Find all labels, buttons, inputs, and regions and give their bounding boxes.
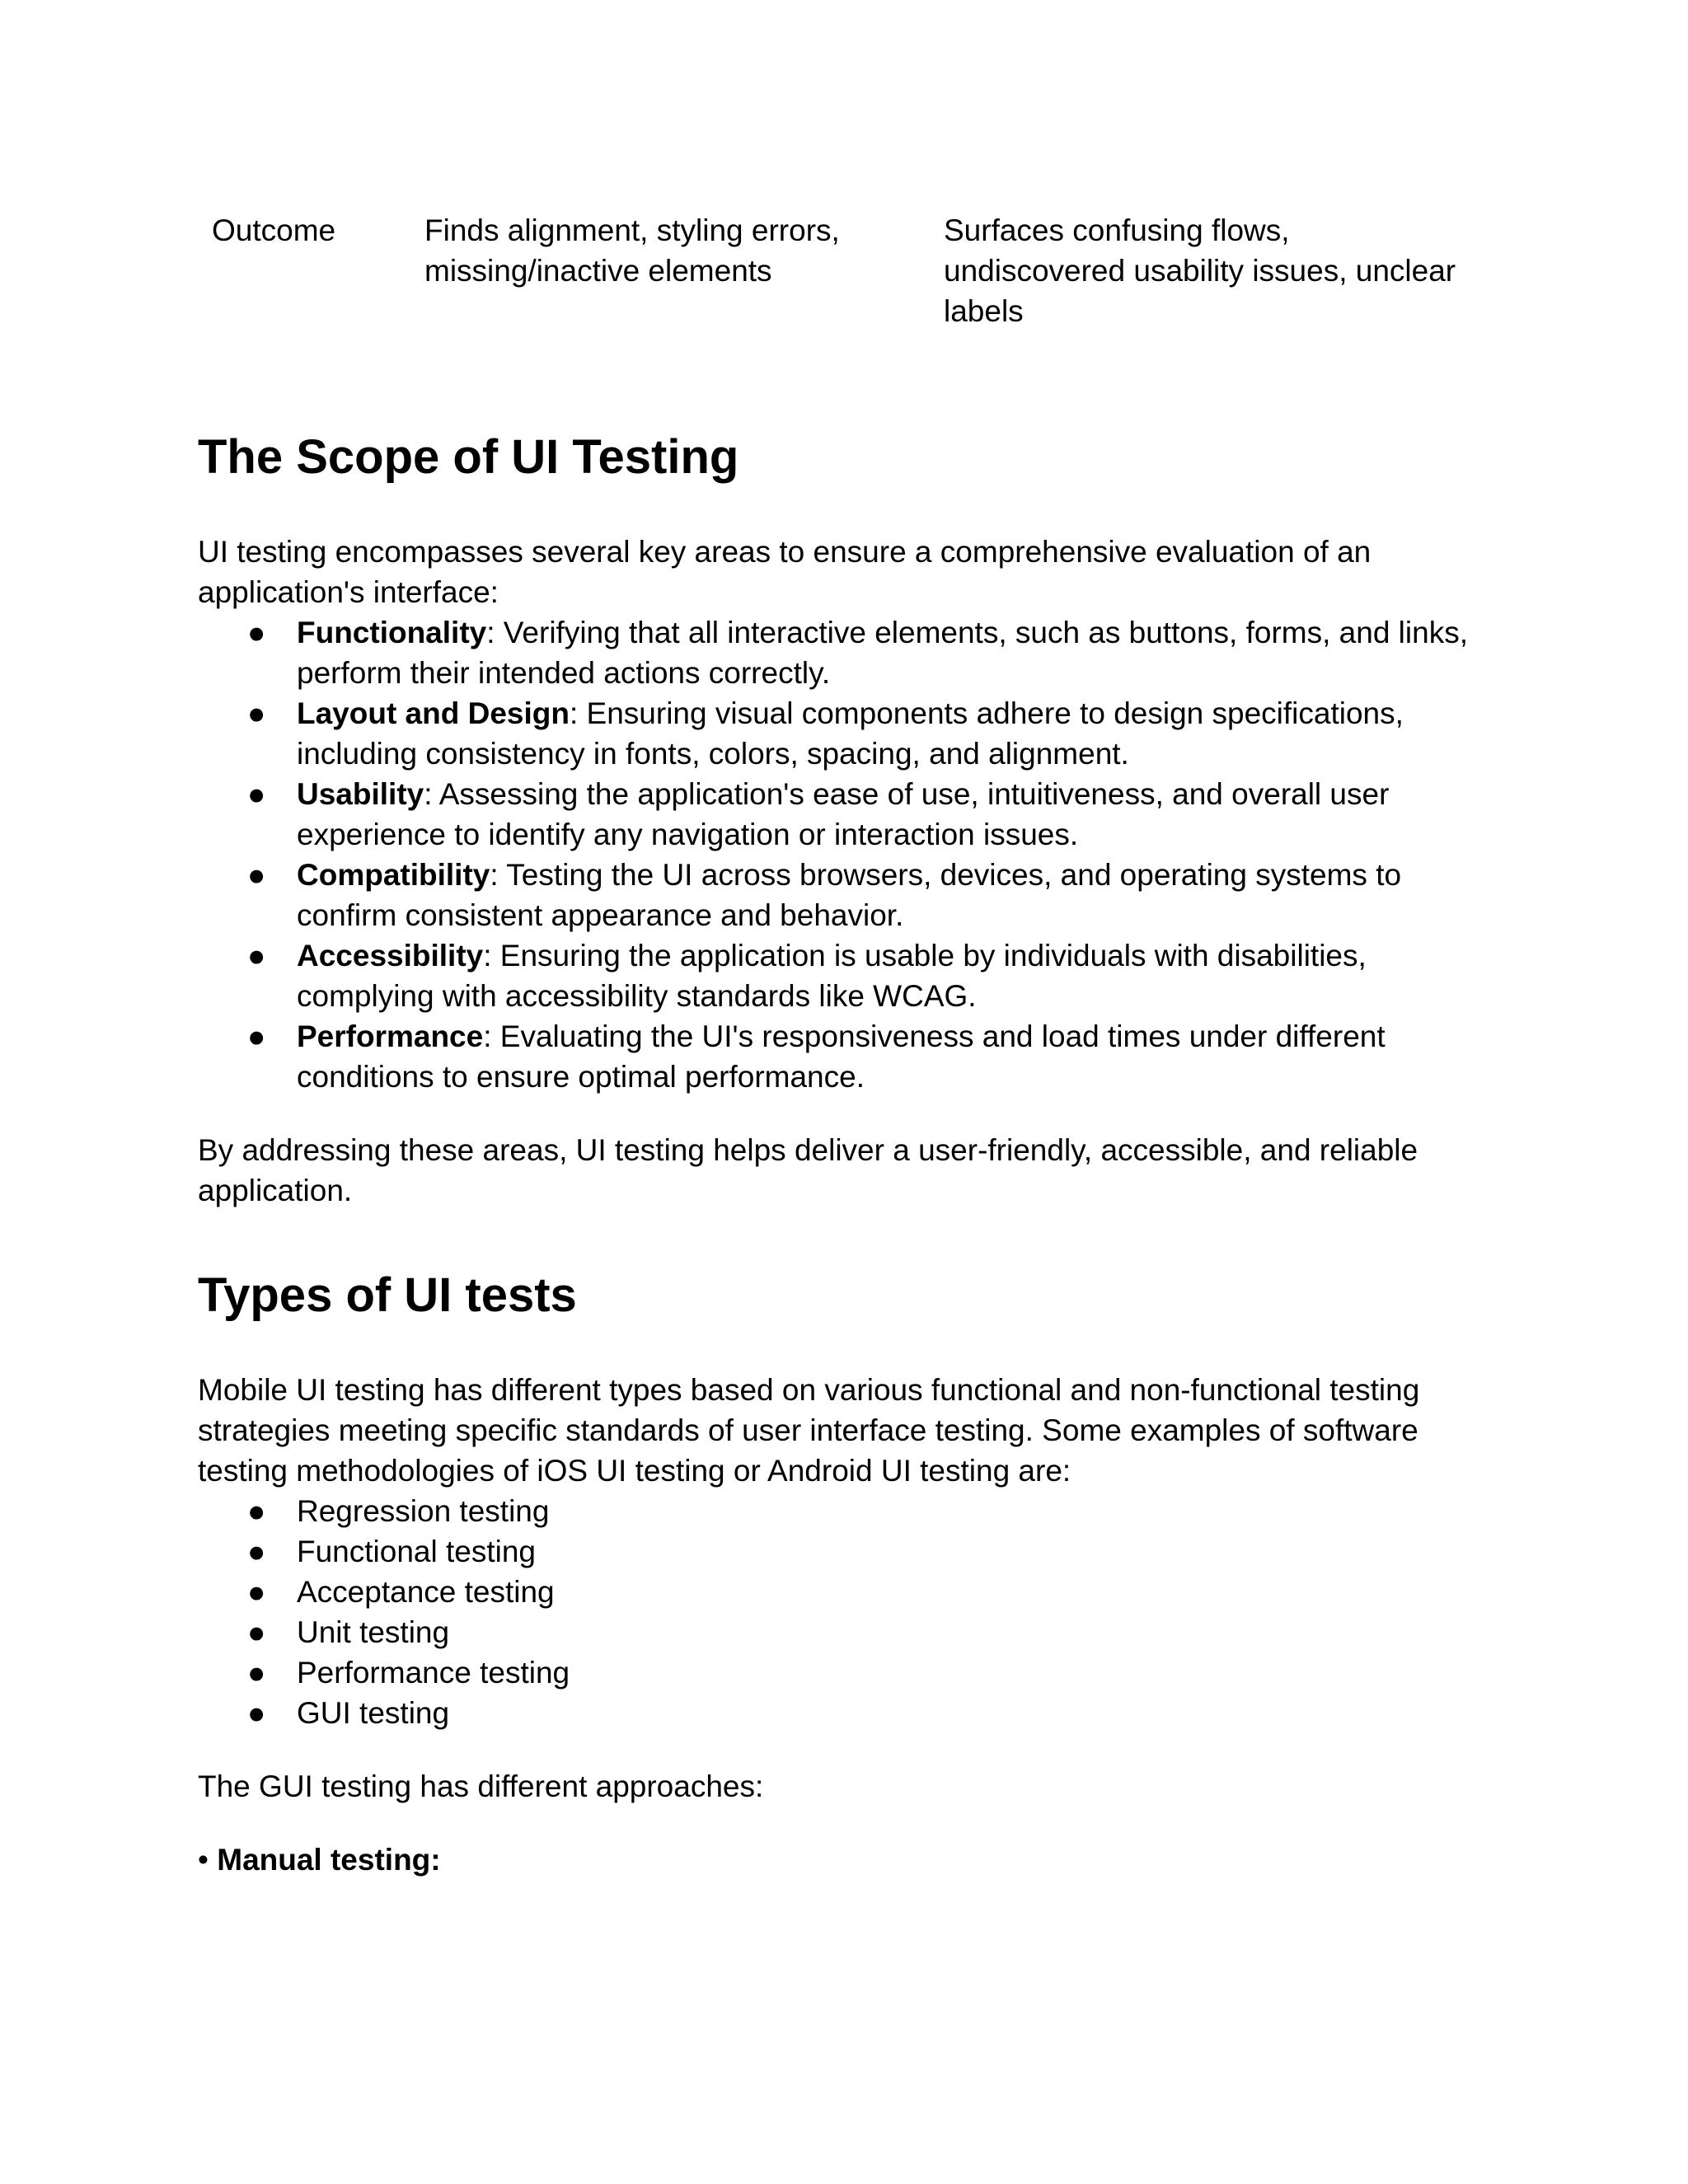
list-item-term: Performance	[297, 1019, 484, 1053]
bullet-icon: ●	[247, 1696, 266, 1730]
bullet-icon: ●	[247, 939, 266, 972]
list-item-text: Functional testing	[297, 1535, 537, 1568]
table-cell-usability-testing: Surfaces confusing flows, undiscovered usability issues, unclear labels	[944, 213, 1456, 328]
list-item	[198, 693, 1484, 774]
document-body	[198, 429, 1500, 1880]
scope-list	[198, 612, 1484, 1097]
list-item	[198, 1572, 1500, 1612]
list-item-term: Accessibility	[297, 939, 484, 972]
list-item-text: : Ensuring visual components adhere to design specifications, including consistency in fonts, colors, spacing, and alignment.	[297, 696, 1404, 771]
list-item-text: : Verifying that all interactive elements, such as buttons, forms, and links, perform their intended actions correctly.	[297, 616, 1468, 690]
list-item-text: : Assessing the application's ease of use, intuitiveness, and overall user experience to identify any navigation or interaction issues.	[297, 777, 1390, 851]
types-list	[198, 1491, 1500, 1733]
bullet-icon: ●	[247, 1019, 266, 1053]
types-intro-paragraph: Mobile UI testing has different types based on various functional and non-functional testing strategies meeting specific standards of user interface testing. Some examples of software testing methodologies of iOS UI testing or Android UI testing are:	[198, 1373, 1420, 1488]
section-heading-types: Types of UI tests	[198, 1268, 577, 1322]
list-item-text: : Evaluating the UI's responsiveness and load times under different conditions to ensure optimal performance.	[297, 1019, 1386, 1094]
list-item	[198, 1531, 1500, 1572]
list-item	[198, 935, 1484, 1016]
list-item	[198, 855, 1484, 935]
bullet-icon: ●	[247, 1615, 266, 1649]
manual-testing-label: Manual testing:	[217, 1843, 441, 1877]
manual-testing-item	[198, 1840, 1500, 1880]
list-item	[198, 1612, 1500, 1652]
bullet-icon: ●	[247, 1535, 266, 1568]
list-item	[198, 612, 1484, 693]
bullet-icon: •	[198, 1843, 209, 1877]
list-item-text: GUI testing	[297, 1696, 450, 1730]
table-cell-ui-testing: Finds alignment, styling errors, missing/inactive elements	[424, 213, 840, 288]
scope-outro-paragraph: By addressing these areas, UI testing helps deliver a user-friendly, accessible, and reliable application.	[198, 1133, 1418, 1207]
bullet-icon: ●	[247, 777, 266, 811]
list-item-term: Compatibility	[297, 858, 490, 892]
list-item-term: Functionality	[297, 616, 487, 649]
bullet-icon: ●	[247, 858, 266, 892]
list-item	[198, 774, 1484, 855]
list-item-text: Unit testing	[297, 1615, 450, 1649]
table-cell-criterion: Outcome	[212, 213, 336, 247]
list-item-term: Usability	[297, 777, 424, 811]
bullet-icon: ●	[247, 1656, 266, 1690]
list-item-text: Regression testing	[297, 1494, 550, 1528]
list-item-text: : Ensuring the application is usable by individuals with disabilities, complying with accessibility standards like WCAG.	[297, 939, 1367, 1013]
list-item	[198, 1016, 1484, 1097]
bullet-icon: ●	[247, 696, 266, 730]
bullet-icon: ●	[247, 1494, 266, 1528]
section-heading-scope: The Scope of UI Testing	[198, 430, 739, 484]
list-item-text: Acceptance testing	[297, 1575, 555, 1609]
list-item-text: Performance testing	[297, 1656, 570, 1690]
types-outro-paragraph: The GUI testing has different approaches:	[198, 1769, 764, 1803]
bullet-icon: ●	[247, 1575, 266, 1609]
list-item	[198, 1693, 1500, 1733]
bullet-icon: ●	[247, 616, 266, 649]
table-row	[198, 210, 1484, 342]
list-item	[198, 1652, 1500, 1693]
list-item-term: Layout and Design	[297, 696, 570, 730]
list-item	[198, 1491, 1500, 1531]
scope-intro-paragraph: UI testing encompasses several key areas to ensure a comprehensive evaluation of an application's interface:	[198, 535, 1372, 609]
list-item-text: : Testing the UI across browsers, devices, and operating systems to confirm consistent appearance and behavior.	[297, 858, 1402, 932]
